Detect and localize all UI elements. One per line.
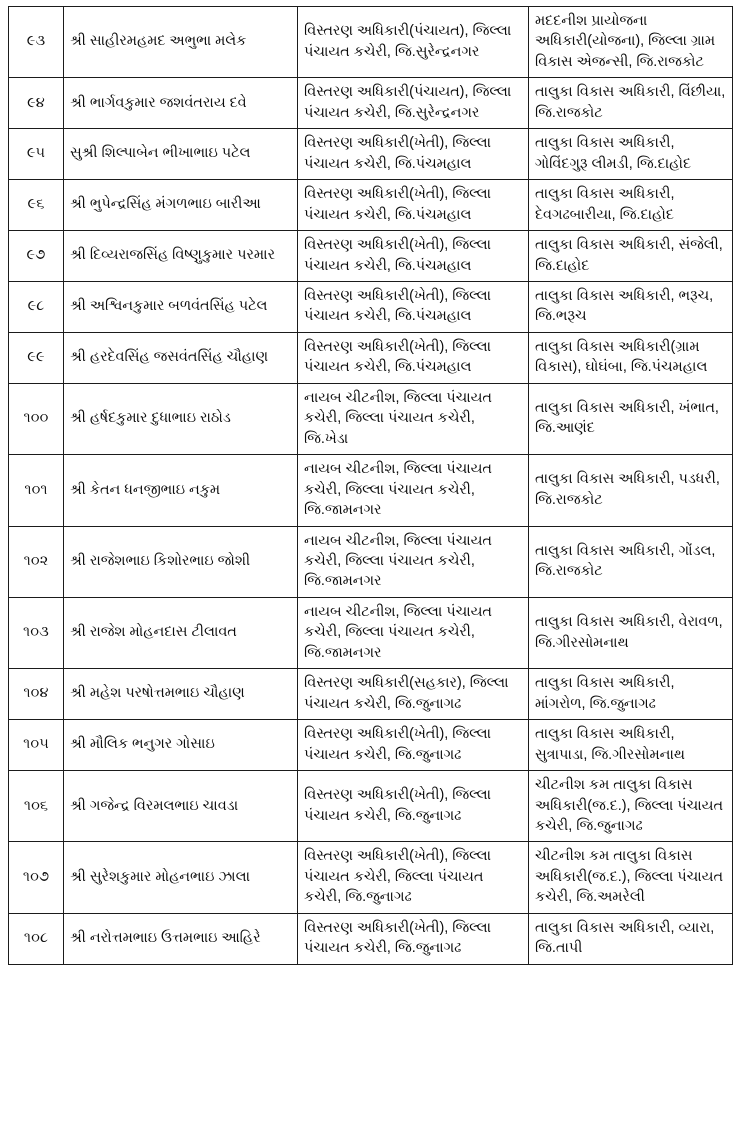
serial-number-cell: ૯૪ [9, 78, 64, 129]
officer-name-cell: શ્રી નરોત્તમભાઇ ઉત્તમભાઇ આહિરે [64, 913, 298, 964]
present-posting-cell: વિસ્તરણ અધિકારી(ખેતી), જિલ્લા પંચાયત કચેરી, જિ.પંચમહાલ [298, 180, 529, 231]
table-row [9, 842, 733, 913]
transferred-posting-cell: ચીટનીશ કમ તાલુકા વિકાસ અધિકારી(જ.દ.), જિલ્લા પંચાયત કચેરી, જિ.અમરેલી [529, 842, 733, 913]
transferred-posting-cell: તાલુકા વિકાસ અધિકારી, સંજેલી, જિ.દાહોદ [529, 231, 733, 282]
transfer-table [8, 6, 733, 965]
transferred-posting-cell: મદદનીશ પ્રાયોજના અધિકારી(યોજના), જિલ્લા ગ્રામ વિકાસ એજન્સી, જિ.રાજકોટ [529, 7, 733, 78]
transferred-posting-cell: તાલુકા વિકાસ અધિકારી, વ્યારા, જિ.તાપી [529, 913, 733, 964]
table-row [9, 332, 733, 383]
table-row [9, 78, 733, 129]
table-row [9, 281, 733, 332]
serial-number-cell: ૧૦૦ [9, 383, 64, 454]
serial-number-cell: ૧૦૧ [9, 455, 64, 526]
present-posting-cell: વિસ્તરણ અધિકારી(સહકાર), જિલ્લા પંચાયત કચેરી, જિ.જુનાગઢ [298, 669, 529, 720]
transferred-posting-cell: તાલુકા વિકાસ અધિકારી, સુત્રાપાડા, જિ.ગીરસોમનાથ [529, 720, 733, 771]
present-posting-cell: વિસ્તરણ અધિકારી(ખેતી), જિલ્લા પંચાયત કચેરી, જિલ્લા પંચાયત કચેરી, જિ.જુનાગઢ [298, 842, 529, 913]
transferred-posting-cell: તાલુકા વિકાસ અધિકારી, ભરૂચ, જિ.ભરૂચ [529, 281, 733, 332]
serial-number-cell: ૧૦૬ [9, 771, 64, 842]
table-row [9, 720, 733, 771]
transferred-posting-cell: તાલુકા વિકાસ અધિકારી, ગોવિંદગુરૂ લીમડી, જિ.દાહોદ [529, 129, 733, 180]
table-row [9, 383, 733, 454]
present-posting-cell: વિસ્તરણ અધિકારી(ખેતી), જિલ્લા પંચાયત કચેરી, જિ.પંચમહાલ [298, 281, 529, 332]
officer-name-cell: શ્રી દિવ્યરાજસિંહ વિષ્ણુકુમાર પરમાર [64, 231, 298, 282]
table-row [9, 669, 733, 720]
serial-number-cell: ૧૦૨ [9, 526, 64, 597]
transferred-posting-cell: તાલુકા વિકાસ અધિકારી, માંગરોળ, જિ.જુનાગઢ [529, 669, 733, 720]
officer-name-cell: શ્રી મહેશ પરષોત્તમભાઇ ચૌહાણ [64, 669, 298, 720]
document-page [0, 6, 749, 1123]
officer-name-cell: શ્રી સાહીરમહમદ અભુભા મલેક [64, 7, 298, 78]
officer-name-cell: શ્રી અશ્વિનકુમાર બળવંતસિંહ પટેલ [64, 281, 298, 332]
present-posting-cell: નાયબ ચીટનીશ, જિલ્લા પંચાયત કચેરી, જિલ્લા પંચાયત કચેરી, જિ.જામનગર [298, 597, 529, 668]
officer-name-cell: શ્રી મૌલિક ભનુગર ગોસાઇ [64, 720, 298, 771]
present-posting-cell: વિસ્તરણ અધિકારી(પંચાયત), જિલ્લા પંચાયત કચેરી, જિ.સુરેન્દ્રનગર [298, 78, 529, 129]
officer-name-cell: શ્રી સુરેશકુમાર મોહનભાઇ ઝાલા [64, 842, 298, 913]
present-posting-cell: નાયબ ચીટનીશ, જિલ્લા પંચાયત કચેરી, જિલ્લા પંચાયત કચેરી, જિ.ખેડા [298, 383, 529, 454]
present-posting-cell: નાયબ ચીટનીશ, જિલ્લા પંચાયત કચેરી, જિલ્લા પંચાયત કચેરી, જિ.જામનગર [298, 455, 529, 526]
officer-name-cell: શ્રી રાજેશ મોહનદાસ ટીલાવત [64, 597, 298, 668]
present-posting-cell: નાયબ ચીટનીશ, જિલ્લા પંચાયત કચેરી, જિલ્લા પંચાયત કચેરી, જિ.જામનગર [298, 526, 529, 597]
serial-number-cell: ૧૦૩ [9, 597, 64, 668]
serial-number-cell: ૯૭ [9, 231, 64, 282]
table-row [9, 180, 733, 231]
officer-name-cell: શ્રી ભાર્ગવકુમાર જશવંતરાય દવે [64, 78, 298, 129]
table-row [9, 129, 733, 180]
present-posting-cell: વિસ્તરણ અધિકારી(ખેતી), જિલ્લા પંચાયત કચેરી, જિ.જુનાગઢ [298, 913, 529, 964]
transferred-posting-cell: તાલુકા વિકાસ અધિકારી, પડધરી, જિ.રાજકોટ [529, 455, 733, 526]
present-posting-cell: વિસ્તરણ અધિકારી(ખેતી), જિલ્લા પંચાયત કચેરી, જિ.જુનાગઢ [298, 771, 529, 842]
serial-number-cell: ૧૦૭ [9, 842, 64, 913]
serial-number-cell: ૯૯ [9, 332, 64, 383]
table-row [9, 526, 733, 597]
transferred-posting-cell: તાલુકા વિકાસ અધિકારી, ખંભાત, જિ.આણંદ [529, 383, 733, 454]
serial-number-cell: ૯૩ [9, 7, 64, 78]
serial-number-cell: ૯૮ [9, 281, 64, 332]
officer-name-cell: શ્રી ભુપેન્દ્રસિંહ મંગળભાઇ બારીઆ [64, 180, 298, 231]
table-row [9, 7, 733, 78]
transferred-posting-cell: તાલુકા વિકાસ અધિકારી, દેવગઢબારીયા, જિ.દાહોદ [529, 180, 733, 231]
serial-number-cell: ૯૬ [9, 180, 64, 231]
table-row [9, 231, 733, 282]
officer-name-cell: શ્રી હરદેવસિંહ જસવંતસિંહ ચૌહાણ [64, 332, 298, 383]
present-posting-cell: વિસ્તરણ અધિકારી(ખેતી), જિલ્લા પંચાયત કચેરી, જિ.પંચમહાલ [298, 332, 529, 383]
present-posting-cell: વિસ્તરણ અધિકારી(ખેતી), જિલ્લા પંચાયત કચેરી, જિ.પંચમહાલ [298, 231, 529, 282]
transferred-posting-cell: ચીટનીશ કમ તાલુકા વિકાસ અધિકારી(જ.દ.), જિલ્લા પંચાયત કચેરી, જિ.જુનાગઢ [529, 771, 733, 842]
serial-number-cell: ૧૦૫ [9, 720, 64, 771]
officer-name-cell: શ્રી ગજેન્દ્ર વિરમલભાઇ ચાવડા [64, 771, 298, 842]
serial-number-cell: ૯૫ [9, 129, 64, 180]
officer-name-cell: સુશ્રી શિલ્પાબેન ભીખાભાઇ પટેલ [64, 129, 298, 180]
table-row [9, 455, 733, 526]
transferred-posting-cell: તાલુકા વિકાસ અધિકારી, ગોંડલ, જિ.રાજકોટ [529, 526, 733, 597]
present-posting-cell: વિસ્તરણ અધિકારી(ખેતી), જિલ્લા પંચાયત કચેરી, જિ.જુનાગઢ [298, 720, 529, 771]
table-row [9, 597, 733, 668]
officer-name-cell: શ્રી કેતન ધનજીભાઇ નકુમ [64, 455, 298, 526]
table-row [9, 771, 733, 842]
present-posting-cell: વિસ્તરણ અધિકારી(પંચાયત), જિલ્લા પંચાયત કચેરી, જિ.સુરેન્દ્રનગર [298, 7, 529, 78]
transferred-posting-cell: તાલુકા વિકાસ અધિકારી, વિંછીયા, જિ.રાજકોટ [529, 78, 733, 129]
transferred-posting-cell: તાલુકા વિકાસ અધિકારી(ગ્રામ વિકાસ), ઘોઘંબા, જિ.પંચમહાલ [529, 332, 733, 383]
table-row [9, 913, 733, 964]
serial-number-cell: ૧૦૮ [9, 913, 64, 964]
transfer-table-body [9, 7, 733, 965]
transferred-posting-cell: તાલુકા વિકાસ અધિકારી, વેરાવળ, જિ.ગીરસોમનાથ [529, 597, 733, 668]
officer-name-cell: શ્રી હર્ષદકુમાર દુધાભાઇ રાઠોડ [64, 383, 298, 454]
serial-number-cell: ૧૦૪ [9, 669, 64, 720]
present-posting-cell: વિસ્તરણ અધિકારી(ખેતી), જિલ્લા પંચાયત કચેરી, જિ.પંચમહાલ [298, 129, 529, 180]
officer-name-cell: શ્રી રાજેશભાઇ કિશોરભાઇ જોશી [64, 526, 298, 597]
